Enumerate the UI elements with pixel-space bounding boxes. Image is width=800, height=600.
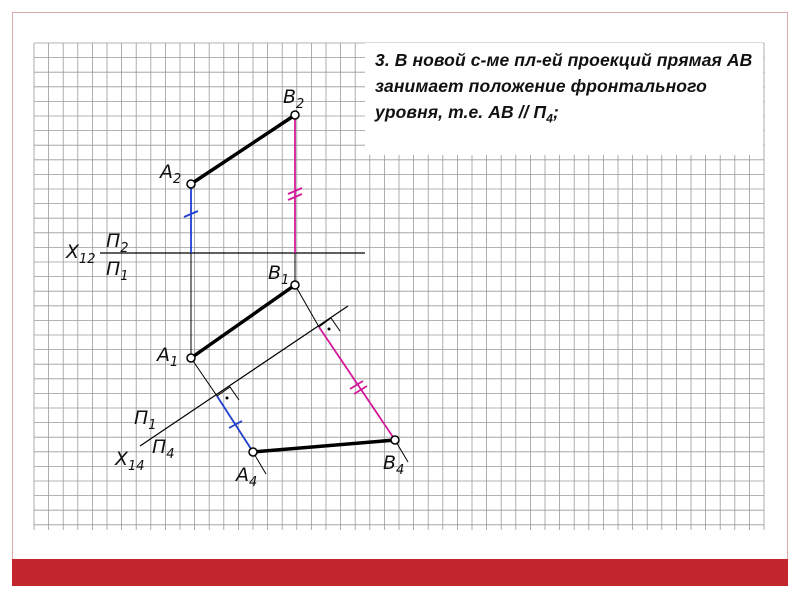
label-a1: $A_1$ — [157, 344, 179, 370]
caption-main: 3. В новой с-ме пл-ей проекций прямая АВ занимает положение фронтального уровня, т.е. АВ // П — [375, 50, 753, 122]
projection-line-b4-magenta — [319, 327, 395, 440]
right-angle-dot-a — [226, 397, 229, 400]
caption-suffix: ; — [553, 102, 559, 122]
point-b2 — [291, 111, 299, 119]
point-a2 — [187, 180, 195, 188]
label-p1-top: $П_1$ — [106, 258, 129, 284]
label-p4-bottom: $П_4$ — [152, 436, 175, 462]
label-p1-bottom: $П_1$ — [134, 407, 157, 433]
label-b2: $B_2$ — [283, 86, 305, 112]
tick-blue-bottom — [229, 421, 242, 428]
point-a4 — [249, 448, 257, 456]
segment-a4-b4 — [253, 440, 395, 452]
segment-a2-b2 — [191, 115, 295, 184]
label-b4: $B_4$ — [383, 452, 405, 478]
label-p2-top: $П_2$ — [106, 230, 129, 256]
caption-subscript: 4 — [546, 111, 554, 126]
right-angle-dot-b — [328, 328, 331, 331]
point-b1 — [291, 281, 299, 289]
point-a1 — [187, 354, 195, 362]
label-a4: $A_4$ — [236, 464, 258, 490]
caption-text — [375, 47, 757, 132]
point-b4 — [391, 436, 399, 444]
segment-a1-b1 — [191, 285, 295, 358]
label-b1: $B_1$ — [268, 262, 290, 288]
label-x12: $X_{12}$ — [66, 241, 96, 267]
axis-x14 — [140, 306, 348, 446]
caption-box — [365, 43, 763, 155]
label-x14: $X_{14}$ — [115, 448, 145, 474]
label-a2: $A_2$ — [160, 161, 182, 187]
